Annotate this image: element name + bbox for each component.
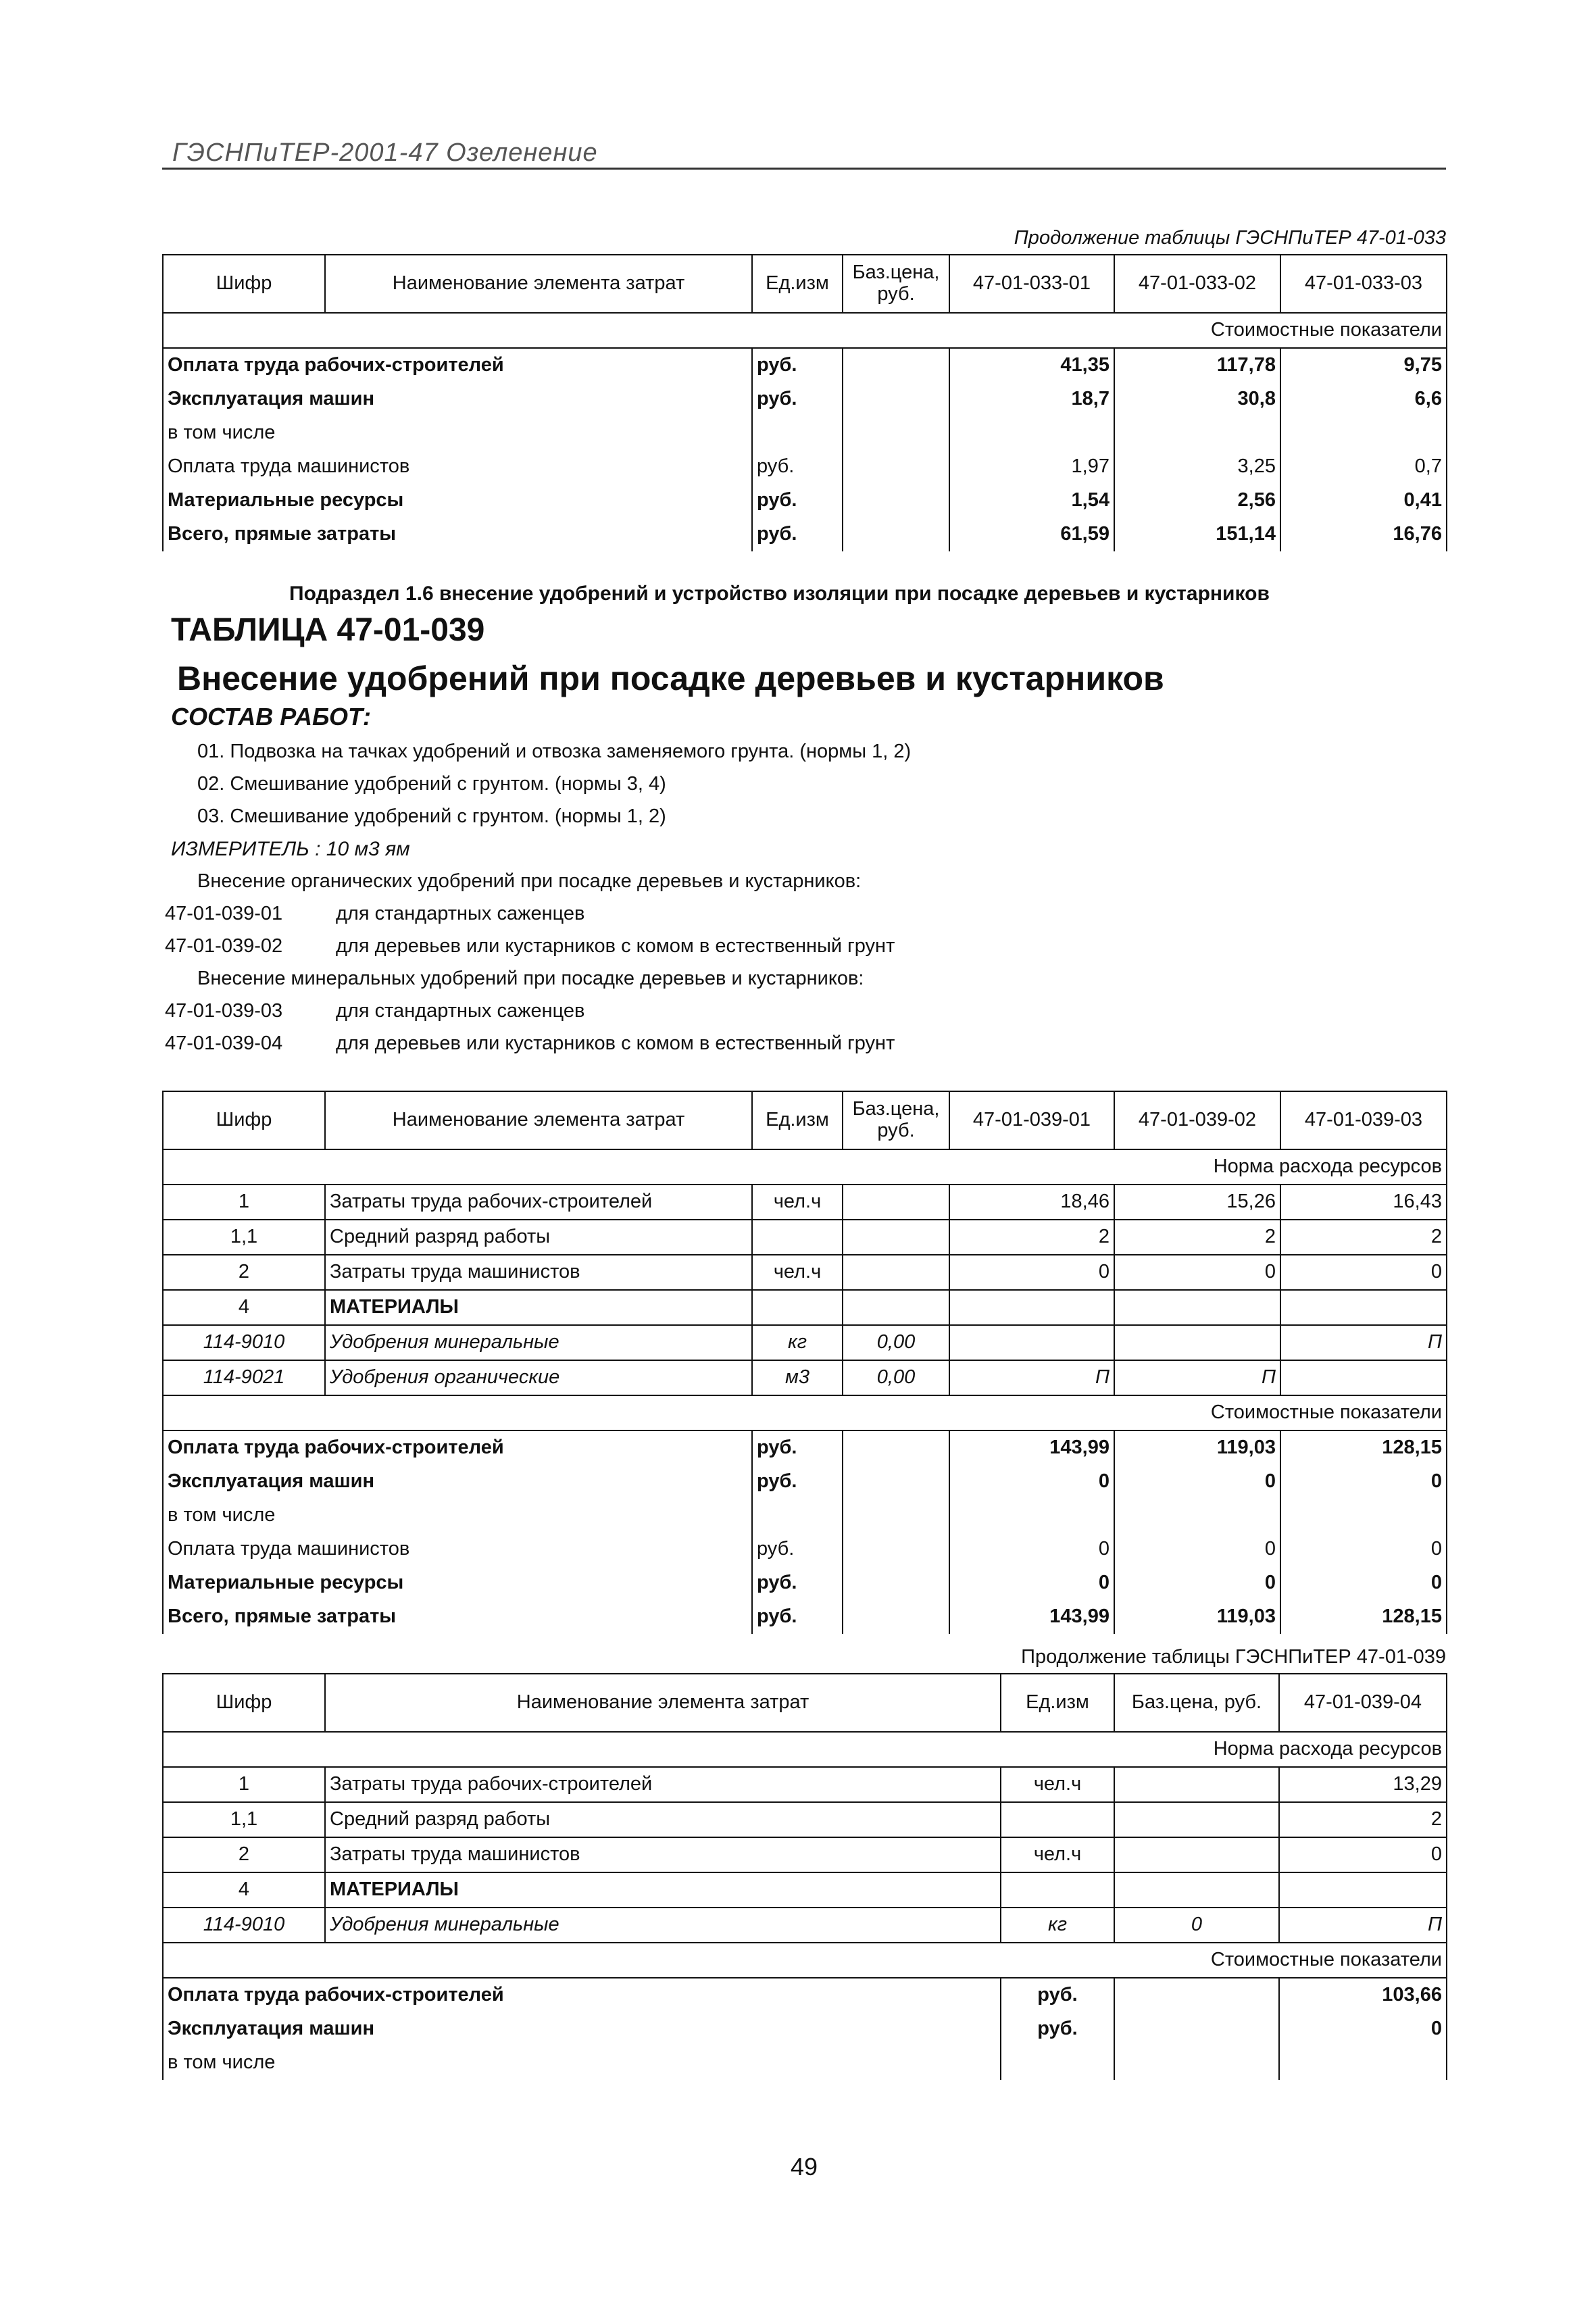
table-cell (1114, 416, 1280, 450)
table3-caption: Продолжение таблицы ГЭСНПиТЕР 47-01-039 (1021, 1646, 1446, 1668)
table-cell: руб. (752, 348, 843, 382)
header-cell: 47-01-033-01 (949, 255, 1114, 313)
table-cell: руб. (752, 518, 843, 551)
table-cell: 0,00 (843, 1360, 949, 1395)
table-cell: Эксплуатация машин (163, 1465, 752, 1499)
table-cell: 0 (1279, 1837, 1447, 1872)
desc-code: 47-01-039-03 (165, 1000, 283, 1022)
table-header-row (163, 1091, 1447, 1149)
table-cell (1279, 2046, 1447, 2080)
table-row (163, 1600, 1447, 1634)
table-cell: 1,54 (949, 484, 1114, 518)
table-cell (1114, 1837, 1279, 1872)
table-row (163, 2012, 1447, 2046)
table-cell: Оплата труда машинистов (163, 1533, 752, 1566)
table-cell: 103,66 (1279, 1978, 1447, 2012)
table-cell: Затраты труда рабочих-строителей (325, 1185, 752, 1220)
table-cell: 119,03 (1114, 1430, 1280, 1465)
desc-code: 47-01-039-02 (165, 935, 283, 957)
table-cell: 18,7 (949, 382, 1114, 416)
desc-code: 47-01-039-01 (165, 903, 283, 924)
table-row (163, 1220, 1447, 1255)
table-cell: 15,26 (1114, 1185, 1280, 1220)
table-cell (1001, 2046, 1114, 2080)
table-cell: кг (752, 1325, 843, 1360)
table-cell (1114, 1290, 1280, 1325)
table-row (163, 1325, 1447, 1360)
table-cell (1114, 2012, 1279, 2046)
table-cell (843, 348, 949, 382)
table-cell: руб. (752, 1465, 843, 1499)
table-cell: Всего, прямые затраты (163, 1600, 752, 1634)
table-cell: м3 (752, 1360, 843, 1395)
table-cell: Эксплуатация машин (163, 2012, 1001, 2046)
table-47-01-039-continued (162, 1673, 1447, 2080)
table-cell: Затраты труда машинистов (325, 1837, 1001, 1872)
table-row (163, 1908, 1447, 1943)
table-cell (752, 1290, 843, 1325)
table-title: ТАБЛИЦА 47-01-039 (171, 612, 485, 648)
table-cell: 6,6 (1280, 382, 1447, 416)
table-cell: руб. (1001, 2012, 1114, 2046)
table-row (163, 1533, 1447, 1566)
table-cell: 16,43 (1280, 1185, 1447, 1220)
table-cell: 0 (949, 1255, 1114, 1290)
table-cell (1114, 1872, 1279, 1908)
table-cell (843, 1185, 949, 1220)
table-cell (1114, 1325, 1280, 1360)
table-cell: 143,99 (949, 1430, 1114, 1465)
table-cell (1114, 1802, 1279, 1837)
table-cell: Затраты труда рабочих-строителей (325, 1767, 1001, 1802)
header-cell: Баз.цена, руб. (1114, 1674, 1279, 1732)
page-number: 49 (791, 2153, 818, 2181)
subsection-heading: Подраздел 1.6 внесение удобрений и устройство изоляции при посадке деревьев и кустарников (289, 582, 1270, 605)
table-cell (1280, 416, 1447, 450)
table-cell: 2 (1114, 1220, 1280, 1255)
header-cell: 47-01-033-02 (1114, 255, 1280, 313)
table-cell (1001, 1802, 1114, 1837)
table-cell: 1,1 (163, 1220, 325, 1255)
table-cell: 4 (163, 1872, 325, 1908)
table-cell: Оплата труда рабочих-строителей (163, 1978, 1001, 2012)
desc-text: для стандартных саженцев (336, 1000, 585, 1022)
desc-text: Внесение органических удобрений при посадке деревьев и кустарников: (197, 870, 862, 892)
header-cell: Баз.цена, руб. (843, 1091, 949, 1149)
table-cell: руб. (752, 1533, 843, 1566)
table-cell: 30,8 (1114, 382, 1280, 416)
table-cell (843, 416, 949, 450)
table-cell: Всего, прямые затраты (163, 518, 752, 551)
table-cell: 128,15 (1280, 1430, 1447, 1465)
header-cell: Шифр (163, 1091, 325, 1149)
table-row (163, 1837, 1447, 1872)
table-47-01-039 (162, 1091, 1447, 1634)
table-cell: Удобрения минеральные (325, 1325, 752, 1360)
table-cell: 0,41 (1280, 484, 1447, 518)
table-cell: 0,00 (843, 1325, 949, 1360)
table-cell: 119,03 (1114, 1600, 1280, 1634)
band-label: Стоимостные показатели (163, 1943, 1447, 1978)
desc-code: 47-01-039-04 (165, 1032, 283, 1054)
table-cell (949, 1325, 1114, 1360)
table-row (163, 348, 1447, 382)
table-cell: Удобрения минеральные (325, 1908, 1001, 1943)
table-cell: 1 (163, 1185, 325, 1220)
table-cell: Материальные ресурсы (163, 1566, 752, 1600)
table-cell (843, 1220, 949, 1255)
measure-unit: ИЗМЕРИТЕЛЬ : 10 м3 ям (171, 838, 410, 860)
table-cell (843, 1255, 949, 1290)
table-cell: 0 (1280, 1566, 1447, 1600)
table-cell: 0 (1280, 1465, 1447, 1499)
table-cell (1280, 1360, 1447, 1395)
table-cell (843, 382, 949, 416)
table-cell: 0 (1280, 1533, 1447, 1566)
table-cell (1279, 1872, 1447, 1908)
table-row (163, 1872, 1447, 1908)
table-cell: 0 (949, 1533, 1114, 1566)
table-row (163, 1978, 1447, 2012)
table-cell: 128,15 (1280, 1600, 1447, 1634)
table-cell: П (949, 1360, 1114, 1395)
table-cell: 2 (163, 1255, 325, 1290)
table-cell (1280, 1290, 1447, 1325)
desc-text: для деревьев или кустарников с комом в естественный грунт (336, 1032, 895, 1054)
desc-text: для стандартных саженцев (336, 903, 585, 924)
table-cell: Средний разряд работы (325, 1220, 752, 1255)
table-cell: 0 (1279, 2012, 1447, 2046)
table-cell: П (1280, 1325, 1447, 1360)
table-row (163, 1430, 1447, 1465)
table-cell: 2 (163, 1837, 325, 1872)
table-row (163, 1802, 1447, 1837)
table-cell (949, 416, 1114, 450)
table-row (163, 1360, 1447, 1395)
table-cell: 0 (1280, 1255, 1447, 1290)
table-cell (1114, 1978, 1279, 2012)
table-cell (1001, 1872, 1114, 1908)
header-cell: 47-01-033-03 (1280, 255, 1447, 313)
table-row (163, 518, 1447, 551)
table-cell: 41,35 (949, 348, 1114, 382)
table-cell (1280, 1499, 1447, 1533)
table-row (163, 1185, 1447, 1220)
table-cell: 18,46 (949, 1185, 1114, 1220)
table-cell: 114-9010 (163, 1325, 325, 1360)
table-row (163, 450, 1447, 484)
table-cell: Оплата труда рабочих-строителей (163, 1430, 752, 1465)
table-cell: П (1279, 1908, 1447, 1943)
table-row (163, 416, 1447, 450)
header-cell: Наименование элемента затрат (325, 1674, 1001, 1732)
band-label: Норма расхода ресурсов (163, 1732, 1447, 1767)
desc-text: Внесение минеральных удобрений при посадке деревьев и кустарников: (197, 968, 864, 989)
table-cell: руб. (752, 484, 843, 518)
header-cell: Наименование элемента затрат (325, 1091, 752, 1149)
header-cell: Шифр (163, 1674, 325, 1732)
band-label: Стоимостные показатели (163, 313, 1447, 348)
table-cell: 1 (163, 1767, 325, 1802)
table-cell: 2 (1280, 1220, 1447, 1255)
table-cell: 0 (1114, 1465, 1280, 1499)
table-cell: Оплата труда машинистов (163, 450, 752, 484)
header-rule (162, 168, 1446, 170)
table-cell (843, 1533, 949, 1566)
table-cell: 0 (1114, 1533, 1280, 1566)
table-row (163, 1465, 1447, 1499)
work-item: 03. Смешивание удобрений с грунтом. (нормы 1, 2) (197, 805, 666, 827)
header-cell: Шифр (163, 255, 325, 313)
table-cell: руб. (752, 450, 843, 484)
table-cell: 143,99 (949, 1600, 1114, 1634)
table-cell (843, 1600, 949, 1634)
table-cell: 4 (163, 1290, 325, 1325)
table-cell: 3,25 (1114, 450, 1280, 484)
table-cell (843, 518, 949, 551)
table-cell (843, 1465, 949, 1499)
table-cell: Оплата труда рабочих-строителей (163, 348, 752, 382)
table-row (163, 1255, 1447, 1290)
table-cell (843, 1290, 949, 1325)
table-row (163, 1767, 1447, 1802)
table-cell: 0 (949, 1566, 1114, 1600)
table-cell: МАТЕРИАЛЫ (325, 1290, 752, 1325)
header-cell: Ед.изм (752, 255, 843, 313)
header-cell: Баз.цена, руб. (843, 255, 949, 313)
table-cell: Средний разряд работы (325, 1802, 1001, 1837)
header-cell: 47-01-039-04 (1279, 1674, 1447, 1732)
table-cell: 151,14 (1114, 518, 1280, 551)
table-cell: чел.ч (1001, 1837, 1114, 1872)
table-cell: 117,78 (1114, 348, 1280, 382)
table-cell (752, 1220, 843, 1255)
table-cell: 1,97 (949, 450, 1114, 484)
table-cell (752, 1499, 843, 1533)
works-heading: СОСТАВ РАБОТ: (171, 703, 371, 730)
work-item: 02. Смешивание удобрений с грунтом. (нормы 3, 4) (197, 773, 666, 795)
table-cell: Затраты труда машинистов (325, 1255, 752, 1290)
table-cell (843, 1430, 949, 1465)
table-cell: 2 (949, 1220, 1114, 1255)
table-cell: руб. (752, 1566, 843, 1600)
header-cell: 47-01-039-02 (1114, 1091, 1280, 1149)
table-cell: МАТЕРИАЛЫ (325, 1872, 1001, 1908)
table-cell: 2,56 (1114, 484, 1280, 518)
table-cell: 0 (1114, 1566, 1280, 1600)
table-cell: в том числе (163, 1499, 752, 1533)
band-label: Стоимостные показатели (163, 1395, 1447, 1430)
table-47-01-033 (162, 254, 1447, 551)
table-cell (949, 1499, 1114, 1533)
table-cell: Эксплуатация машин (163, 382, 752, 416)
header-cell: Ед.изм (752, 1091, 843, 1149)
table-row (163, 1499, 1447, 1533)
table-cell: 0 (1114, 1908, 1279, 1943)
table-cell (843, 450, 949, 484)
table-row (163, 382, 1447, 416)
table-cell: 0,7 (1280, 450, 1447, 484)
table-cell: руб. (752, 382, 843, 416)
table-cell: 0 (949, 1465, 1114, 1499)
table-row (163, 484, 1447, 518)
table-cell: руб. (752, 1600, 843, 1634)
table-cell: в том числе (163, 2046, 1001, 2080)
table-cell: 2 (1279, 1802, 1447, 1837)
table-cell: 13,29 (1279, 1767, 1447, 1802)
table-cell: в том числе (163, 416, 752, 450)
table-cell (843, 1499, 949, 1533)
header-cell: Наименование элемента затрат (325, 255, 752, 313)
table-cell: Материальные ресурсы (163, 484, 752, 518)
running-header: ГЭСНПиТЕР-2001-47 Озеленение (172, 139, 598, 167)
header-cell: Ед.изм (1001, 1674, 1114, 1732)
table-header-row (163, 1674, 1447, 1732)
work-item: 01. Подвозка на тачках удобрений и отвозка заменяемого грунта. (нормы 1, 2) (197, 741, 912, 762)
table-cell (1114, 1767, 1279, 1802)
table-header-row (163, 255, 1447, 313)
band-label: Норма расхода ресурсов (163, 1149, 1447, 1185)
table-cell: кг (1001, 1908, 1114, 1943)
table-cell: П (1114, 1360, 1280, 1395)
table-cell (949, 1290, 1114, 1325)
table-cell: чел.ч (752, 1185, 843, 1220)
table-cell (843, 484, 949, 518)
table-cell: 16,76 (1280, 518, 1447, 551)
table-cell: 114-9021 (163, 1360, 325, 1395)
table-subtitle: Внесение удобрений при посадке деревьев и кустарников (177, 659, 1164, 697)
table-cell (1114, 1499, 1280, 1533)
table-cell: 9,75 (1280, 348, 1447, 382)
table-cell: чел.ч (1001, 1767, 1114, 1802)
table-cell: Удобрения органические (325, 1360, 752, 1395)
table-cell: 61,59 (949, 518, 1114, 551)
table-cell (752, 416, 843, 450)
table-row (163, 1566, 1447, 1600)
table-cell: руб. (752, 1430, 843, 1465)
table-cell: 1,1 (163, 1802, 325, 1837)
header-cell: 47-01-039-03 (1280, 1091, 1447, 1149)
table-cell: 114-9010 (163, 1908, 325, 1943)
header-cell: 47-01-039-01 (949, 1091, 1114, 1149)
table-cell (843, 1566, 949, 1600)
table-cell (1114, 2046, 1279, 2080)
table-cell: чел.ч (752, 1255, 843, 1290)
desc-text: для деревьев или кустарников с комом в естественный грунт (336, 935, 895, 957)
table-row (163, 1290, 1447, 1325)
table-row (163, 2046, 1447, 2080)
table1-caption: Продолжение таблицы ГЭСНПиТЕР 47-01-033 (1014, 227, 1446, 249)
table-cell: руб. (1001, 1978, 1114, 2012)
table-cell: 0 (1114, 1255, 1280, 1290)
